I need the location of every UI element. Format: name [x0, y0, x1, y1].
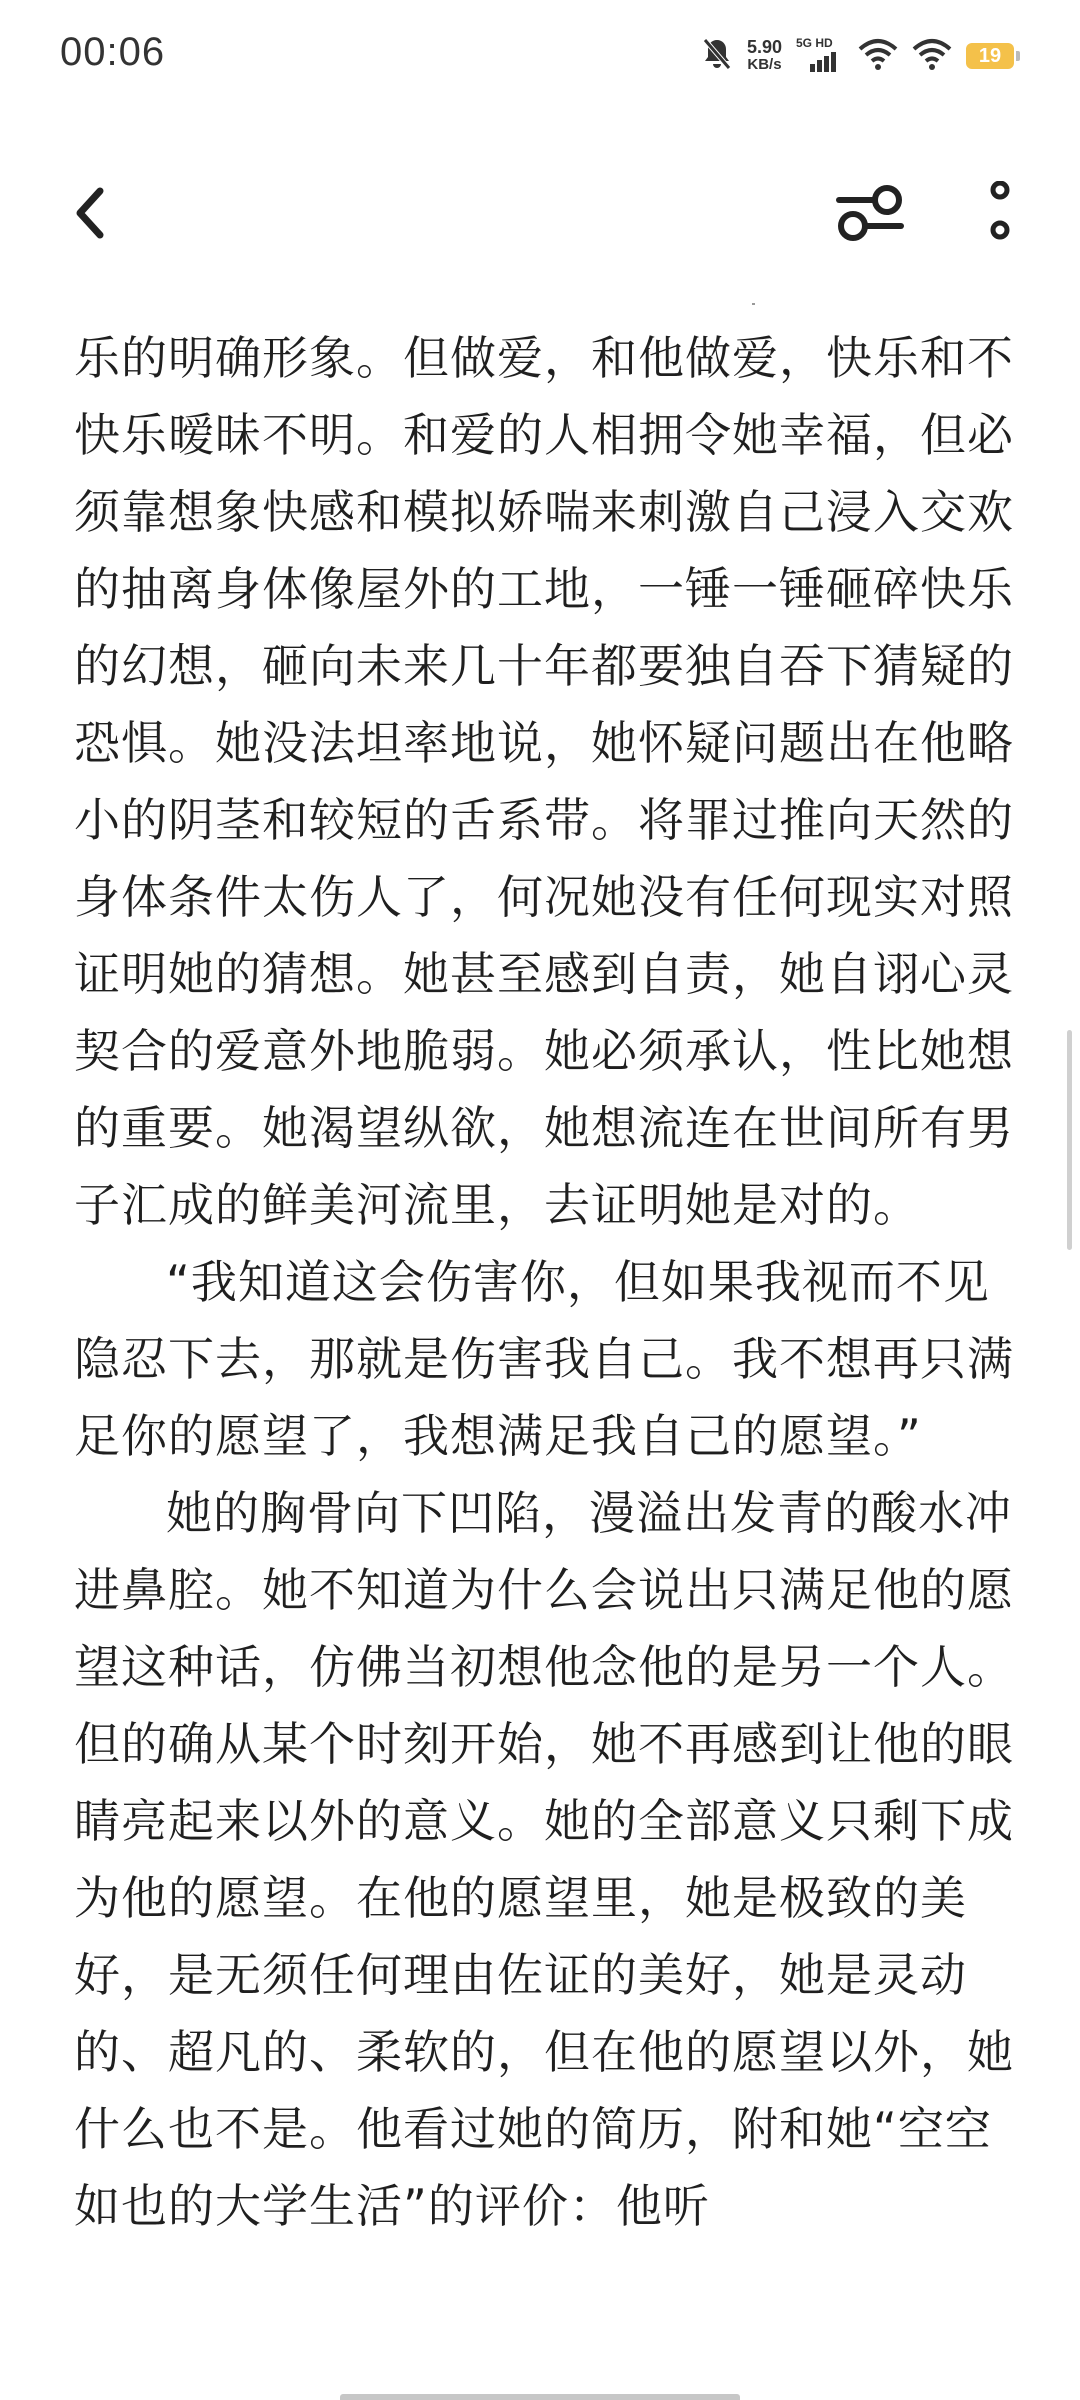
status-bar [0, 0, 1080, 110]
wifi-icon [912, 37, 952, 75]
network-speed [747, 39, 782, 73]
more-vertical-icon [985, 181, 1015, 249]
sliders-icon [835, 182, 905, 248]
display-settings-button[interactable] [830, 180, 910, 250]
page-marker [752, 303, 755, 305]
back-button[interactable] [55, 180, 125, 250]
signal-wifi-icon [858, 37, 898, 75]
status-icons [701, 36, 1020, 76]
network-speed-value: 5.90 [746, 37, 782, 57]
paragraph: “我知道这会伤害你，但如果我视而不见隐忍下去，那就是伤害我自己。我不想再只满足你的愿望了，我想满足我自己的愿望。” [74, 1255, 1014, 1463]
more-options-button[interactable] [965, 180, 1035, 250]
paragraph: 乐的明确形象。但做爱，和他做爱，快乐和不快乐暧昧不明。和爱的人相拥令她幸福，但必须靠想象快感和模拟娇喘来刺激自己浸入交欢的抽离身体像屋外的工地，一锤一锤砸碎快乐的幻想，砸向未来几十年都要独自吞下猜疑的恐惧。她没法坦率地说，她怀疑问题出在他略小的阴茎和较短的舌系带。将罪过推向天然的身体条件太伤人了，何况她没有任何现实对照证明她的猜想。她甚至感到自责，她自诩心灵契合的爱意外地脆弱。她必须承认，性比她想的重要。她渴望纵欲，她想流连在世间所有男子汇成的鲜美河流里，去证明她是对的。 [74, 331, 1014, 1232]
battery-level: 19 [966, 43, 1014, 69]
signal-label: 5G HD [796, 36, 833, 50]
reader-toolbar [0, 150, 1080, 280]
reading-content[interactable] [74, 320, 1014, 2245]
network-speed-unit: KB/s [747, 56, 782, 73]
bottom-gesture-handle [340, 2394, 740, 2400]
battery-icon [966, 42, 1020, 70]
status-time: 00:06 [60, 30, 166, 74]
cellular-signal [796, 38, 844, 74]
chevron-left-icon [70, 183, 110, 247]
scroll-indicator[interactable] [1067, 1030, 1072, 1250]
paragraph: 她的胸骨向下凹陷，漫溢出发青的酸水冲进鼻腔。她不知道为什么会说出只满足他的愿望这种话，仿佛当初想他念他的是另一个人。但的确从某个时刻开始，她不再感到让他的眼睛亮起来以外的意义。她的全部意义只剩下成为他的愿望。在他的愿望里，她是极致的美好，是无须任何理由佐证的美好，她是灵动的、超凡的、柔软的，但在他的愿望以外，她什么也不是。他看过她的简历，附和她“空空如也的大学生活”的评价：他听 [74, 1486, 1014, 2233]
bell-off-icon [701, 36, 733, 76]
battery-tip [1016, 51, 1020, 61]
